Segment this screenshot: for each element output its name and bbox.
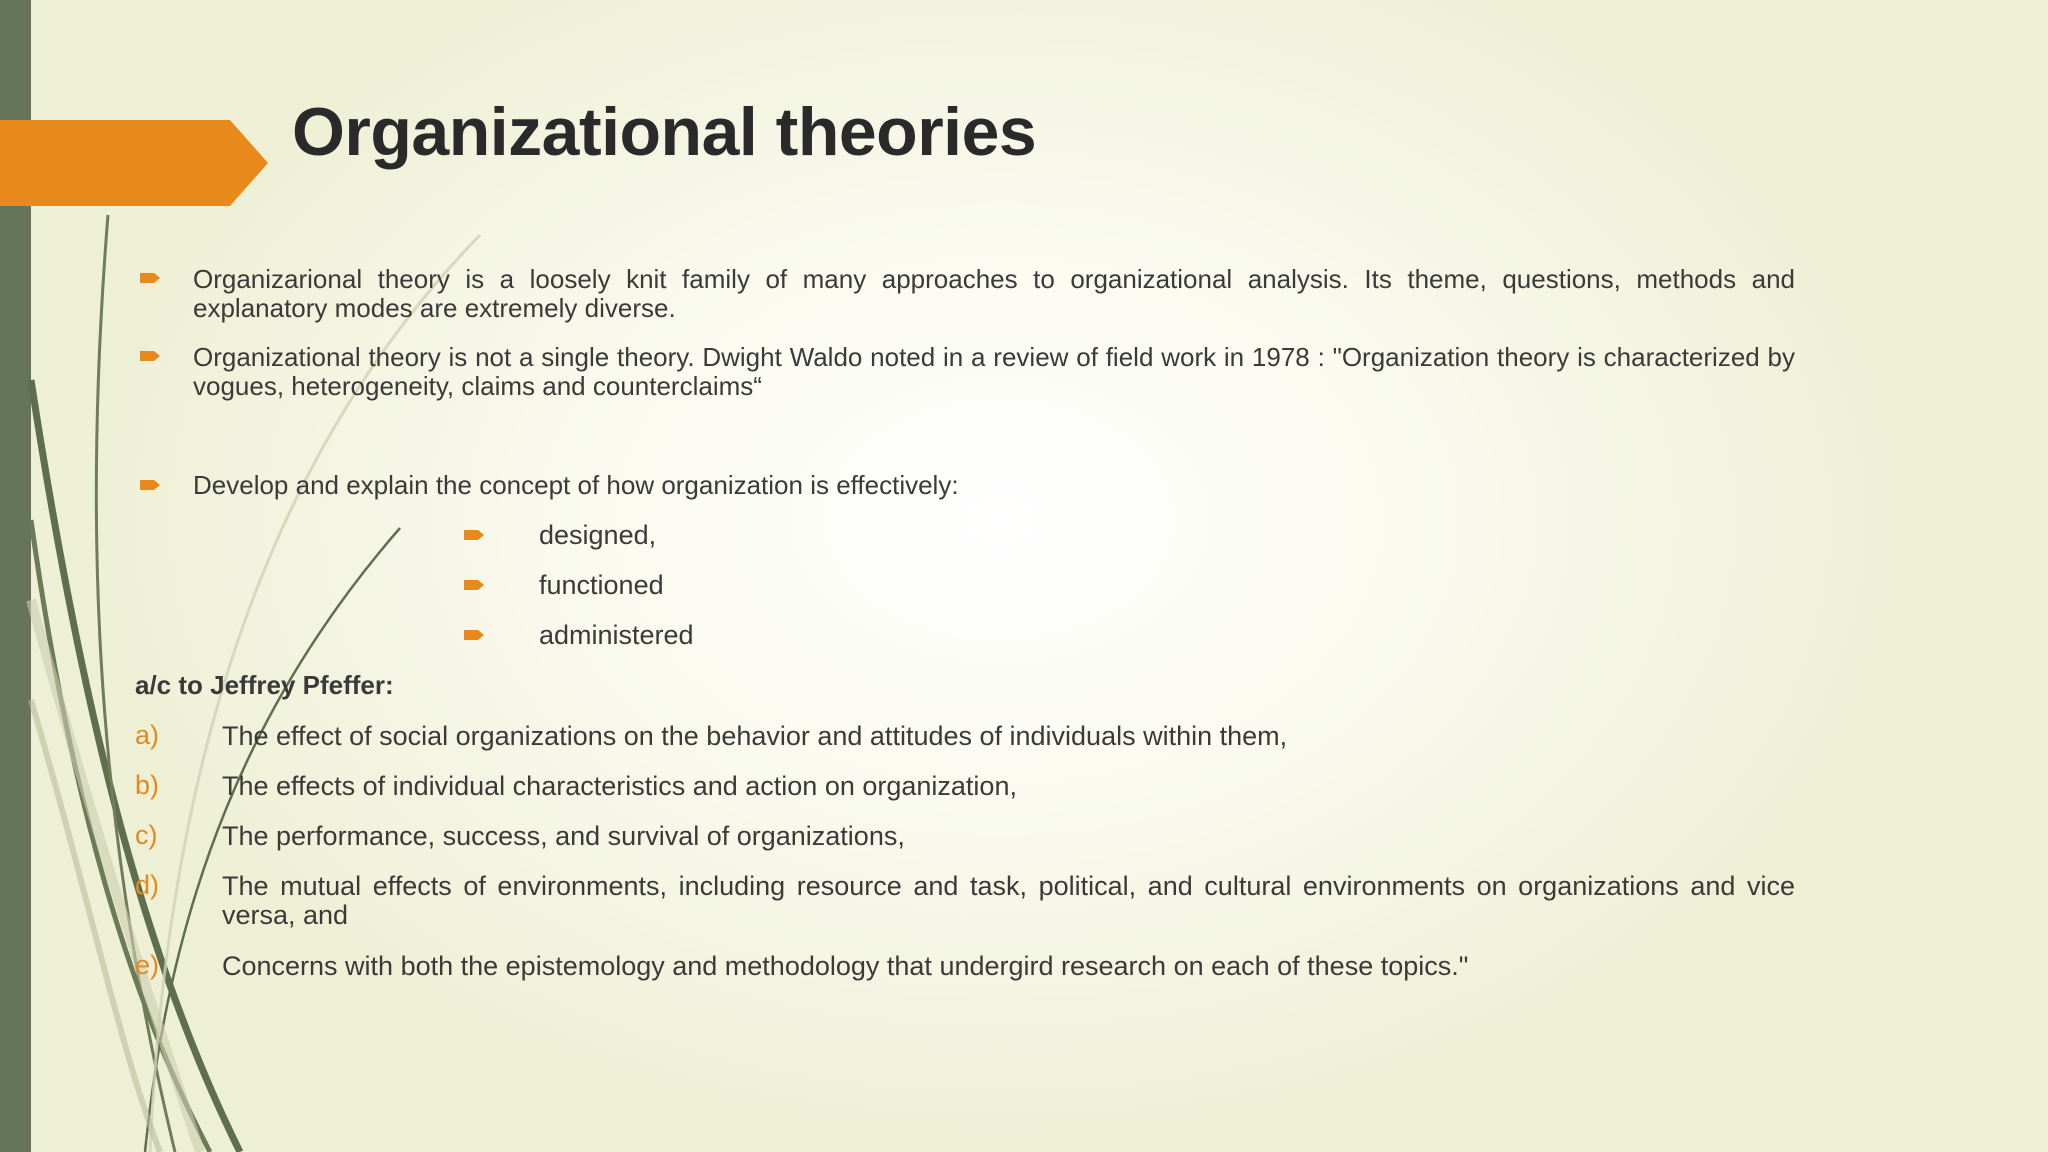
pfeffer-label: a/c to Jeffrey Pfeffer:	[135, 670, 394, 700]
list-item: The effects of individual characteristics and action on organization,	[222, 771, 1017, 801]
list-item: The mutual effects of environments, including resource and task, political, and cultural environments on organizations and vice versa, and	[222, 871, 1795, 930]
title-arrow-tab	[0, 120, 270, 206]
list-letter: e)	[135, 950, 160, 980]
arrow-bullet-icon	[140, 270, 162, 286]
list-item: The performance, success, and survival of organizations,	[222, 821, 905, 851]
list-item: Concerns with both the epistemology and methodology that undergird research on each of these topics."	[222, 951, 1469, 981]
sub-bullet-item: designed,	[539, 520, 657, 550]
sub-bullet-item: administered	[539, 620, 694, 650]
slide-title: Organizational theories	[292, 94, 1037, 170]
bullet-item: Organizarional theory is a loosely knit family of many approaches to organizational analysis. Its theme, questions, methods and explanatory modes are extremely diverse.	[193, 264, 1795, 323]
bullet-item: Organizational theory is not a single theory. Dwight Waldo noted in a review of field work in 1978 : "Organization theory is characterized by vogues, heterogeneity, claims and counterclaims“	[193, 342, 1795, 401]
sub-bullet-item: functioned	[539, 570, 664, 600]
arrow-bullet-icon	[140, 477, 162, 493]
arrow-bullet-icon	[464, 627, 486, 643]
arrow-bullet-icon	[464, 527, 486, 543]
list-letter: d)	[135, 870, 160, 900]
arrow-bullet-icon	[140, 348, 162, 364]
list-letter: b)	[135, 770, 160, 800]
arrow-bullet-icon	[464, 577, 486, 593]
list-letter: a)	[135, 720, 160, 750]
bullet-item: Develop and explain the concept of how organization is effectively:	[193, 470, 959, 500]
list-item: The effect of social organizations on the behavior and attitudes of individuals within them,	[222, 721, 1288, 751]
list-letter: c)	[135, 820, 158, 850]
